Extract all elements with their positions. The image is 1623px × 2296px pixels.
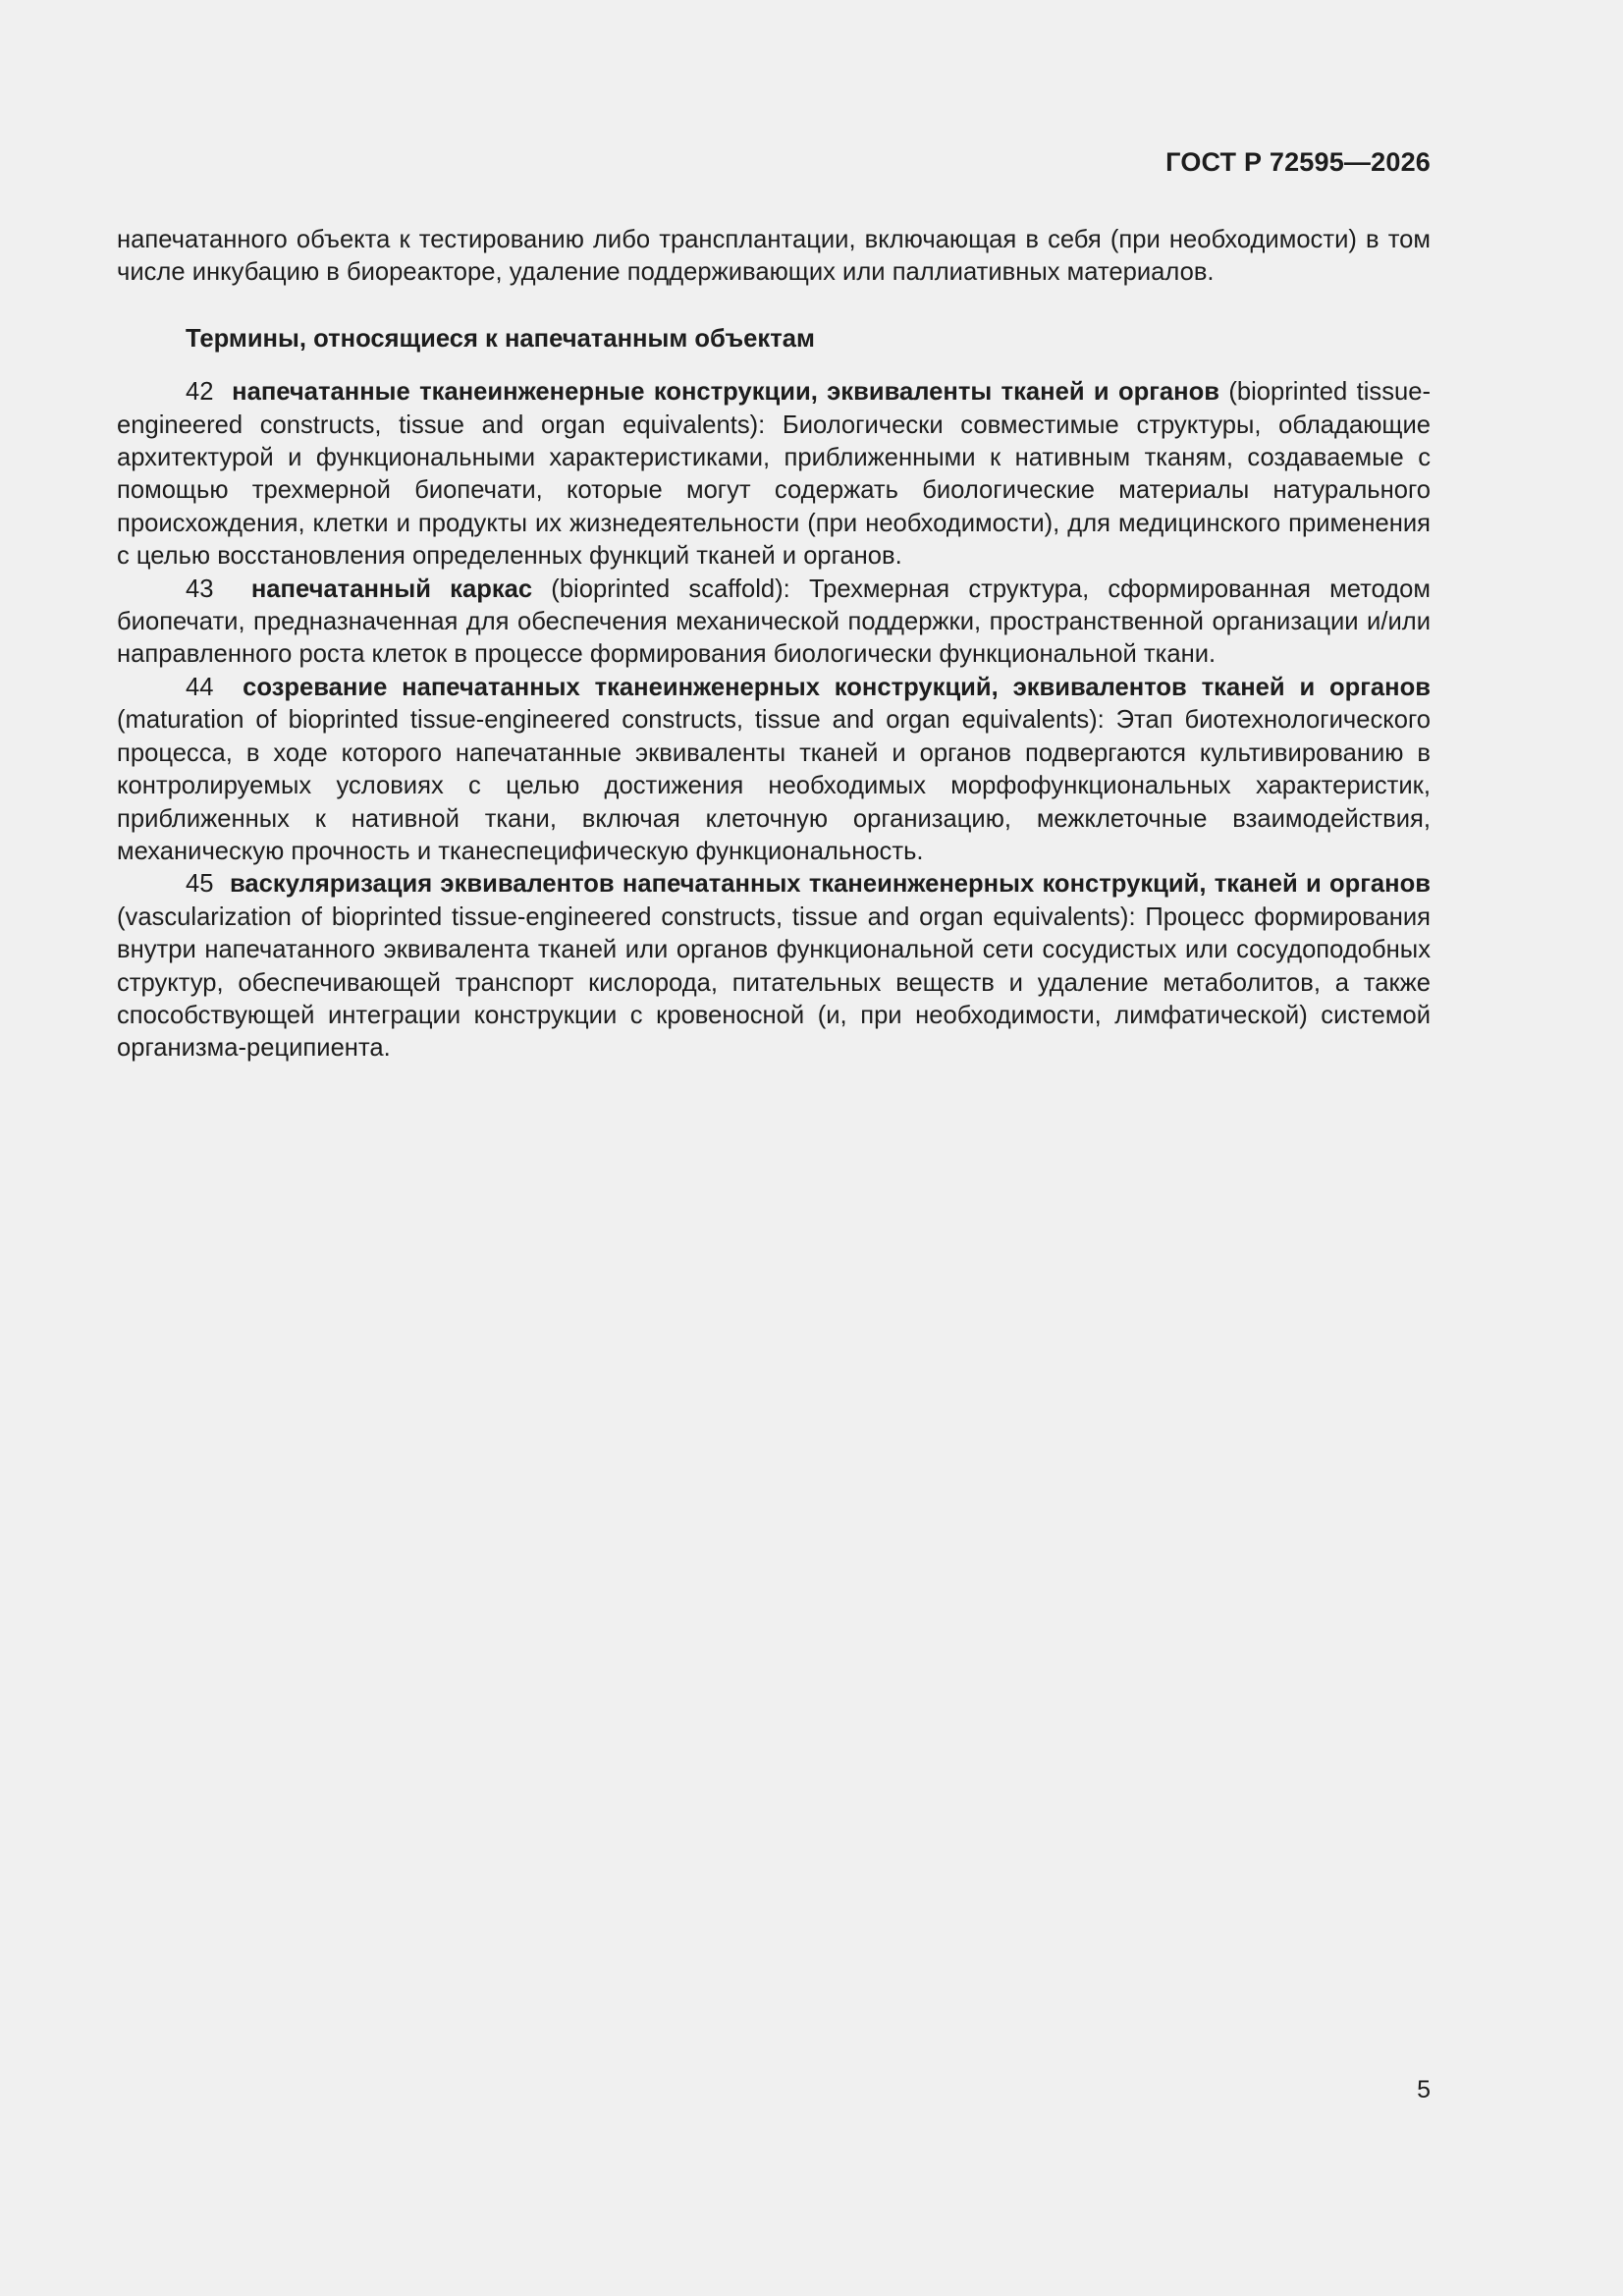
term-number: 44 — [186, 673, 214, 701]
document-body — [117, 224, 1431, 1066]
term-number: 42 — [186, 378, 214, 407]
term-number: 45 — [186, 870, 214, 899]
term-title: напечатанный каркас — [250, 574, 533, 603]
term-definition: (maturation of bioprinted tissue-engineered constructs, tissue and organ equivalents): Этап биотехнологического процесса, в ходе которого напечатанные эквиваленты тканей и органов подвергаются культивированию в контролируемых условиях с целью достижения необходимых морфофункциональных характеристик, приближенных к нативной ткани, включая клеточную организацию, межклеточные взаимодействия, механическую прочность и тканеспецифическую функциональность. — [117, 706, 1431, 865]
term-title: созревание напечатанных тканеинженерных конструкций, эквивалентов тканей и органов — [243, 673, 1431, 701]
term-entry-44 — [117, 672, 1431, 868]
document-code-header: ГОСТ Р 72595—2026 — [1165, 147, 1431, 177]
continuation-paragraph: напечатанного объекта к тестированию либо трансплантации, включающая в себя (при необходимости) в том числе инкубацию в биореакторе, удаление поддерживающих или паллиативных материалов. — [117, 226, 1431, 287]
term-title: васкуляризация эквивалентов напечатанных тканеинженерных конструкций, тканей и органов — [230, 870, 1431, 899]
term-definition: (bioprinted scaffold): Трехмерная структура, сформированная методом биопечати, предназначенная для обеспечения механической поддержки, пространственной организации и/или направленного роста клеток в процессе формирования биологически функциональной ткани. — [117, 574, 1431, 669]
term-entry-45 — [117, 868, 1431, 1065]
term-title: напечатанные тканеинженерные конструкции, эквиваленты тканей и органов — [232, 378, 1219, 407]
term-entry-43 — [117, 574, 1431, 672]
term-entry-42 — [117, 376, 1431, 573]
page-number: 5 — [1417, 2076, 1431, 2104]
term-number: 43 — [186, 574, 214, 603]
term-definition: (vascularization of bioprinted tissue-engineered constructs, tissue and organ equivalents): Процесс формирования внутри напечатанного эквивалента тканей или органов функциональной сети сосудистых или сосудоподобных структур, обеспечивающей транспорт кислорода, питательных веществ и удаление метаболитов, а также способствующей интеграции конструкции с кровеносной (и, при необходимости, лимфатической) системой организма-реципиента. — [117, 902, 1431, 1063]
section-heading: Термины, относящиеся к напечатанным объектам — [186, 324, 815, 353]
term-definition: (bioprinted tissue-engineered constructs, tissue and organ equivalents): Биологически совместимые структуры, обладающие архитектурой и функциональными характеристиками, приближенными к нативным тканям, создаваемые с помощью трехмерной биопечати, которые могут содержать биологические материалы натурального происхождения, клетки и продукты их жизнедеятельности (при необходимости), для медицинского применения с целью восстановления определенных функций тканей и органов. — [117, 378, 1431, 571]
